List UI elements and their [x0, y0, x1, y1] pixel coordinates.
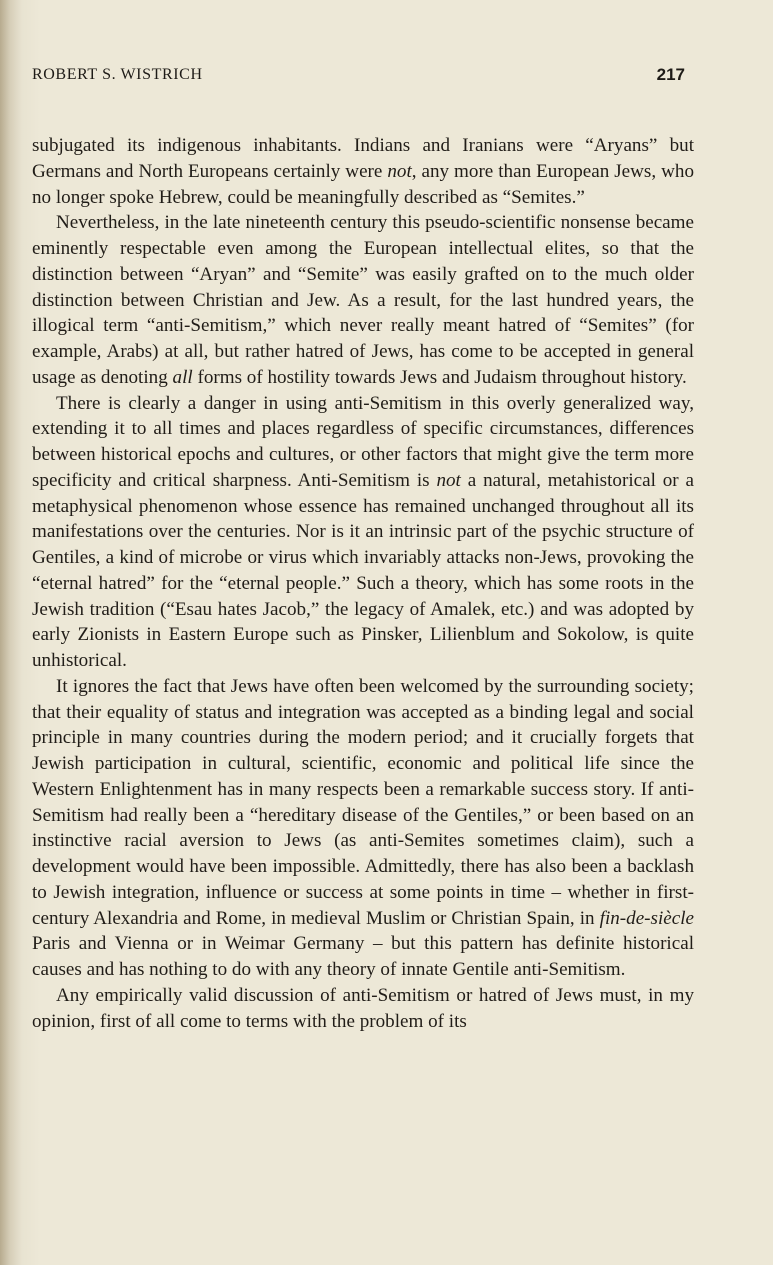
- italic-text-run: not: [436, 469, 461, 491]
- body-text: [32, 133, 694, 1034]
- text-run: Paris and Vienna or in Weimar Germany – but this pattern has definite historical causes and has nothing to do with any theory of innate Gentile anti-Semitism.: [32, 933, 694, 980]
- text-run: There is clearly a danger in using anti-Semitism in this overly generalized way, extending it to all times and places regardless of specific circumstances, differences between historical epochs and cultures, or other factors that might give the term more specificity and critical sharpness. Anti-Semitism is: [32, 392, 694, 491]
- paragraph-2: [32, 210, 694, 390]
- text-run: subjugated its indigenous inhabitants. Indians and Iranians were “Aryans” but Germans and North Europeans certainly were: [32, 135, 694, 182]
- paragraph-5: [32, 983, 694, 1035]
- paragraph-1: [32, 133, 694, 210]
- paragraph-3: [32, 391, 694, 674]
- text-run: a natural, metahistorical or a metaphysical phenomenon whose essence has remained unchanged throughout all its manifestations over the centuries. Nor is it an intrinsic part of the psychic structure of Gentiles, a kind of microbe or virus which invariably attacks non-Jews, provoking the “eternal hatred” for the “eternal people.” Such a theory, which has some roots in the Jewish tradition (“Esau hates Jacob,” the legacy of Amalek, etc.) and was adopted by early Zionists in Eastern Europe such as Pinsker, Lilienblum and Sokolow, is quite unhistorical.: [32, 469, 694, 671]
- text-run: forms of hostility towards Jews and Judaism throughout history.: [192, 366, 687, 388]
- italic-text-run: all: [172, 366, 193, 388]
- page-number: 217: [656, 65, 685, 84]
- italic-text-run: not: [387, 160, 412, 182]
- running-head: [32, 66, 685, 90]
- italic-text-run: fin-de-siècle: [599, 907, 694, 929]
- running-head-author: ROBERT S. WISTRICH: [32, 66, 203, 83]
- text-run: Nevertheless, in the late nineteenth century this pseudo-scientific nonsense became eminently respectable even among the European intellectual elites, so that the distinction between “Aryan” and “Semite” was easily grafted on to the much older distinction between Christian and Jew. As a result, for the last hundred years, the illogical term “anti-Semitism,” which never really meant hatred of “Semites” (for example, Arabs) at all, but rather hatred of Jews, has come to be accepted in general usage as denoting: [32, 212, 694, 388]
- paragraph-4: [32, 674, 694, 983]
- text-run: It ignores the fact that Jews have often been welcomed by the surrounding society; that their equality of status and integration was accepted as a binding legal and social principle in many countries during the modern period; and it crucially forgets that Jewish participation in cultural, scientific, economic and political life since the Western Enlightenment has in many respects been a remarkable success story. If anti-Semitism had really been a “hereditary disease of the Gentiles,” or been based on an instinctive racial aversion to Jews (as anti-Semites sometimes claim), such a development would have been impossible. Admittedly, there has also been a backlash to Jewish integration, influence or success at some points in time – whether in first-century Alexandria and Rome, in medieval Muslim or Christian Spain, in: [32, 675, 694, 929]
- text-run: , any more than European Jews, who no longer spoke Hebrew, could be meaningfully described as “Semites.”: [32, 160, 694, 208]
- text-run: Any empirically valid discussion of anti-Semitism or hatred of Jews must, in my opinion, first of all come to terms with the problem of its: [32, 984, 694, 1032]
